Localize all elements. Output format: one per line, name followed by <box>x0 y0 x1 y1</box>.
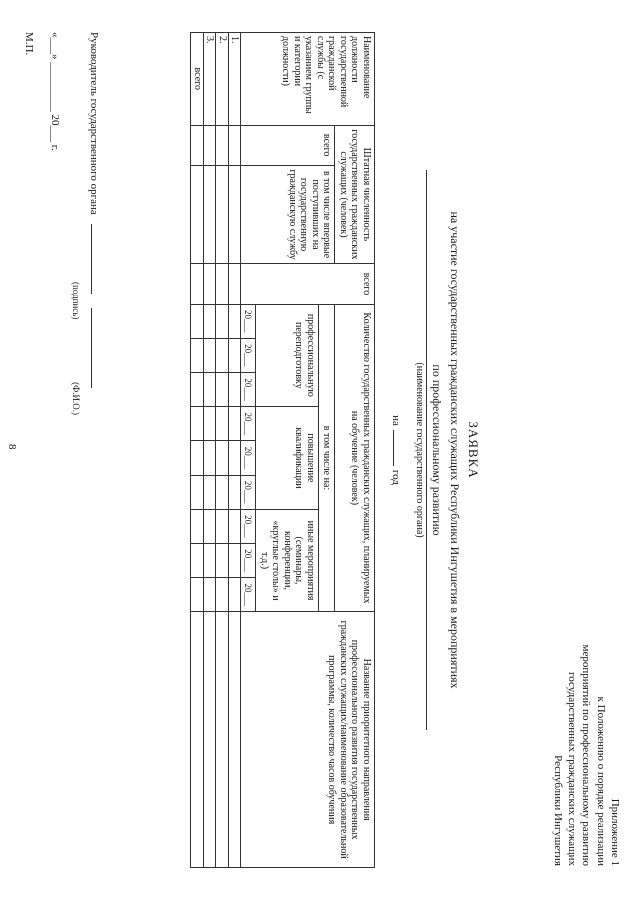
table-cell[interactable] <box>216 543 229 577</box>
header-retraining: профессиональную переподготовку <box>256 304 319 407</box>
header-total: всего <box>241 264 375 304</box>
org-name-caption: (наименование государственного органа) <box>414 170 428 730</box>
table-cell[interactable] <box>203 578 216 612</box>
header-staff-all: всего <box>241 125 335 165</box>
header-including: в том числе на: <box>319 304 336 612</box>
signature-captions <box>69 32 82 868</box>
table-cell[interactable] <box>203 372 216 406</box>
form-heading <box>429 10 480 890</box>
fio-caption: (Ф.И.О.) <box>71 382 81 415</box>
header-planned-count: Количество государственных гражданских служащих, планируемых на обучение (человек) <box>335 304 375 612</box>
page-number: 8 <box>6 444 18 450</box>
header-qualification: повышение квалификации <box>256 407 319 510</box>
table-cell[interactable] <box>191 125 204 165</box>
table-cell[interactable] <box>191 509 204 543</box>
table-cell[interactable] <box>228 578 241 612</box>
table-cell[interactable] <box>216 441 229 475</box>
date-line: «___» _________ 20___ г. <box>49 32 62 151</box>
table-cell[interactable] <box>228 441 241 475</box>
year-cell: 20___ <box>241 543 256 577</box>
table-cell[interactable] <box>203 509 216 543</box>
table-cell[interactable] <box>228 338 241 372</box>
org-name-field <box>414 10 428 890</box>
table-cell[interactable] <box>228 407 241 441</box>
table-cell[interactable] <box>216 578 229 612</box>
total-row-label: всего <box>191 33 204 126</box>
header-position: Наименование должности государственной гражданской службы (с указанием группы и категории должности) <box>241 33 375 126</box>
year-cell: 20___ <box>241 509 256 543</box>
table-cell[interactable] <box>191 264 204 304</box>
signature-row <box>82 32 100 868</box>
head-label: Руководитель государственного органа <box>88 32 100 215</box>
table-cell[interactable] <box>203 543 216 577</box>
year-suffix: год <box>390 469 402 485</box>
appendix-note <box>551 506 622 866</box>
table-cell[interactable] <box>191 372 204 406</box>
table-total-row <box>191 33 204 868</box>
table-cell[interactable] <box>228 304 241 338</box>
table-cell[interactable] <box>228 509 241 543</box>
table-cell[interactable] <box>191 407 204 441</box>
year-blank <box>393 430 394 466</box>
table-row <box>203 33 216 868</box>
year-cell: 20___ <box>241 578 256 612</box>
table-cell[interactable] <box>191 543 204 577</box>
table-cell[interactable] <box>216 165 229 264</box>
table-cell[interactable] <box>203 441 216 475</box>
table-cell[interactable] <box>191 612 204 868</box>
table-cell[interactable] <box>216 372 229 406</box>
year-cell: 20___ <box>241 372 256 406</box>
table-cell[interactable] <box>203 407 216 441</box>
header-other-events: иные мероприятия (семинары, конференции, «круглые столы» и т.д.) <box>256 509 319 612</box>
table-cell[interactable] <box>203 338 216 372</box>
table-cell[interactable] <box>203 475 216 509</box>
table-cell[interactable] <box>191 475 204 509</box>
table-cell[interactable] <box>203 304 216 338</box>
appendix-line: государственных гражданских служащих <box>566 672 579 866</box>
table-row <box>216 33 229 868</box>
fio-line <box>91 308 92 388</box>
appendix-line: к Положению о порядке реализации <box>594 696 607 866</box>
year-cell: 20___ <box>241 407 256 441</box>
row-number: 2. <box>216 33 229 126</box>
signature-block <box>22 32 100 868</box>
table-cell[interactable] <box>203 264 216 304</box>
table-cell[interactable] <box>191 338 204 372</box>
header-staff-new: в том числе впервые поступивших на государственную гражданскую службу <box>241 165 335 264</box>
signature-line <box>91 224 92 294</box>
table-cell[interactable] <box>216 475 229 509</box>
stamp-place: М.П. <box>22 32 35 56</box>
signature-caption: (подпись) <box>71 282 81 320</box>
table-cell[interactable] <box>216 407 229 441</box>
row-number: 3. <box>203 33 216 126</box>
form-subtitle-1: на участие государственных гражданских служащих Республики Ингушетия в мероприятиях <box>448 211 463 689</box>
appendix-line: Республики Ингушетия <box>551 755 564 866</box>
form-subtitle-2: по профессиональному развитию <box>429 364 444 536</box>
year-cell: 20___ <box>241 475 256 509</box>
row-number: 1. <box>228 33 241 126</box>
table-cell[interactable] <box>203 165 216 264</box>
table-cell[interactable] <box>191 441 204 475</box>
application-form-sheet <box>22 10 640 890</box>
table-cell[interactable] <box>203 125 216 165</box>
table-cell[interactable] <box>203 612 216 868</box>
appendix-line: мероприятий по профессиональному развитию <box>580 644 593 866</box>
year-cell: 20___ <box>241 304 256 338</box>
year-cell: 20___ <box>241 441 256 475</box>
table-cell[interactable] <box>228 612 241 868</box>
table-cell[interactable] <box>191 304 204 338</box>
table-cell[interactable] <box>228 372 241 406</box>
table-row <box>228 33 241 868</box>
year-cell: 20___ <box>241 338 256 372</box>
year-field <box>389 10 402 890</box>
appendix-line: Приложение 1 <box>609 798 621 866</box>
table-cell[interactable] <box>191 578 204 612</box>
table-cell[interactable] <box>216 125 229 165</box>
table-cell[interactable] <box>191 165 204 264</box>
table-cell[interactable] <box>216 264 229 304</box>
table-cell[interactable] <box>216 338 229 372</box>
year-prefix: на <box>390 415 402 426</box>
header-direction: Название приоритетного направления профессионального развития государственных гражданских служащих/наименование образовательной программы, количество часов обучения <box>241 612 375 868</box>
table-cell[interactable] <box>228 264 241 304</box>
table-cell[interactable] <box>216 612 229 868</box>
form-title: ЗАЯВКА <box>466 421 481 479</box>
table-cell[interactable] <box>228 125 241 165</box>
table-cell[interactable] <box>228 543 241 577</box>
application-table <box>190 32 375 868</box>
header-staff: Штатная численность государственных гражданских служащих (человек) <box>335 125 375 264</box>
table-cell[interactable] <box>216 509 229 543</box>
table-cell[interactable] <box>216 304 229 338</box>
table-cell[interactable] <box>228 475 241 509</box>
table-cell[interactable] <box>228 165 241 264</box>
